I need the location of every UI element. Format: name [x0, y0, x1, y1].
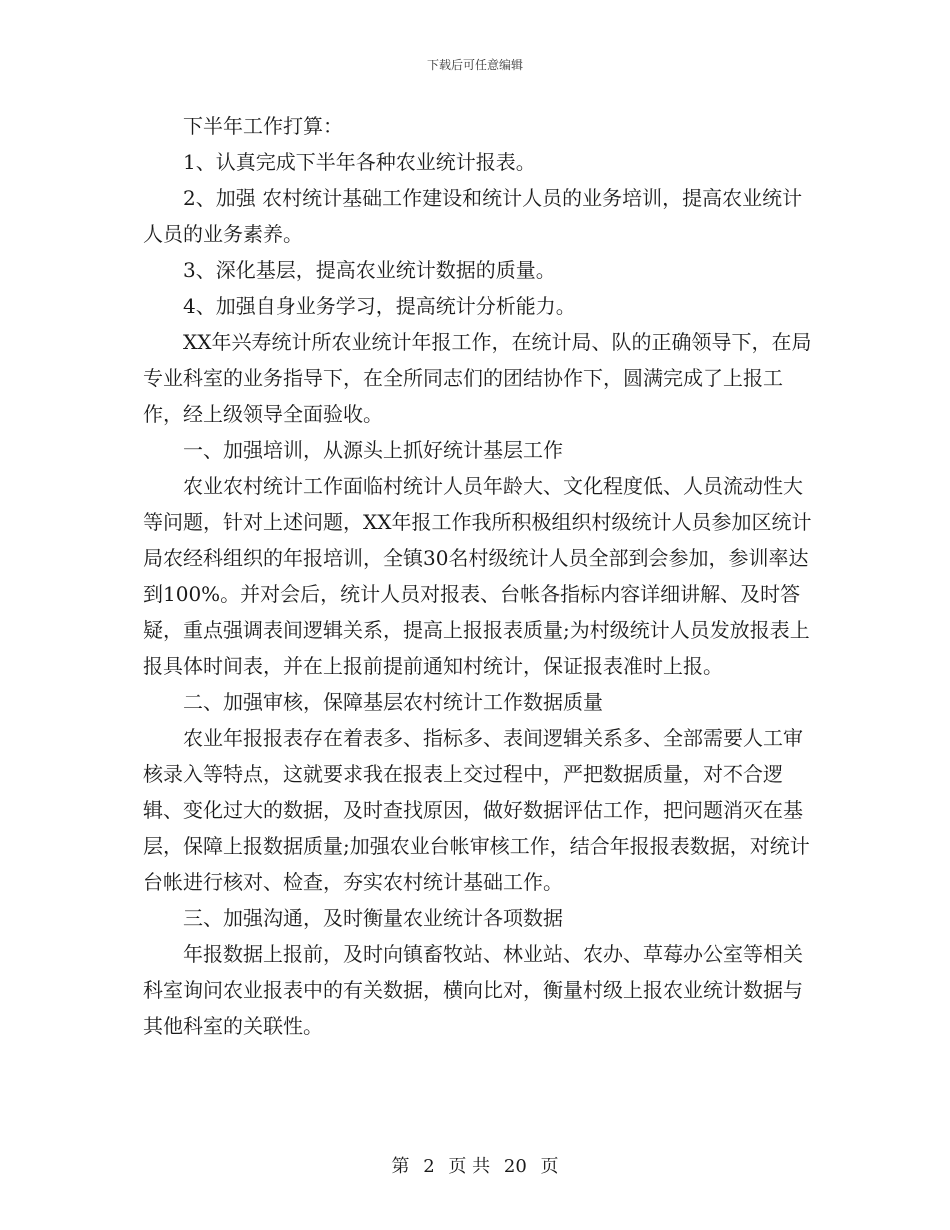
page-footer: [0, 1152, 950, 1178]
document-body: [143, 108, 815, 1044]
paragraph-section-1: 农业农村统计工作面临村统计人员年龄大、文化程度低、人员流动性大等问题，针对上述问题，XX年报工作我所积极组织村级统计人员参加区统计局农经科组织的年报培训，全镇30名村级统计人员全部到会参加，参训率达到100%。并对会后，统计人员对报表、台帐各指标内容详细讲解、及时答疑，重点强调表间逻辑关系，提高上报报表质量;为村级统计人员发放报表上报具体时间表，并在上报前提前通知村统计，保证报表准时上报。: [143, 474, 812, 678]
paragraph-section-2: 农业年报报表存在着表多、指标多、表间逻辑关系多、全部需要人工审核录入等特点，这就要求我在报表上交过程中，严把数据质量，对不合逻辑、变化过大的数据，及时查找原因，做好数据评估工作，把问题消灭在基层，保障上报数据质量;加强农业台帐审核工作，结合年报报表数据，对统计台帐进行核对、检查，夯实农村统计基础工作。: [143, 726, 810, 894]
paragraph-plan-item-4: 4、加强自身业务学习，提高统计分析能力。: [183, 294, 576, 318]
paragraph-intro: XX年兴寿统计所农业统计年报工作，在统计局、队的正确领导下，在局专业科室的业务指导下，在全所同志们的团结协作下，圆满完成了上报工作，经上级领导全面验收。: [143, 330, 812, 426]
footer-page-number: 2: [423, 1156, 435, 1177]
footer-suffix: 页: [540, 1156, 559, 1177]
paragraph-plan-title: 下半年工作打算：: [183, 114, 343, 138]
section-heading-3: 三、加强沟通，及时衡量农业统计各项数据: [183, 906, 563, 930]
paragraph-plan-item-1: 1、认真完成下半年各种农业统计报表。: [183, 150, 536, 174]
section-heading-2: 二、加强审核，保障基层农村统计工作数据质量: [183, 690, 603, 714]
paragraph-plan-item-3: 3、深化基层，提高农业统计数据的质量。: [183, 258, 556, 282]
section-heading-1: 一、加强培训，从源头上抓好统计基层工作: [183, 438, 563, 462]
paragraph-section-3: 年报数据上报前，及时向镇畜牧站、林业站、农办、草莓办公室等相关科室询问农业报表中的有关数据，横向比对，衡量村级上报农业统计数据与其他科室的关联性。: [143, 942, 803, 1038]
footer-middle: 页 共: [448, 1156, 491, 1177]
footer-prefix: 第: [391, 1156, 410, 1177]
paragraph-plan-item-2: 2、加强 农村统计基础工作建设和统计人员的业务培训，提高农业统计人员的业务素养。: [143, 186, 803, 246]
footer-total-pages: 20: [503, 1156, 527, 1177]
header-note: 下载后可任意编辑: [426, 58, 523, 72]
